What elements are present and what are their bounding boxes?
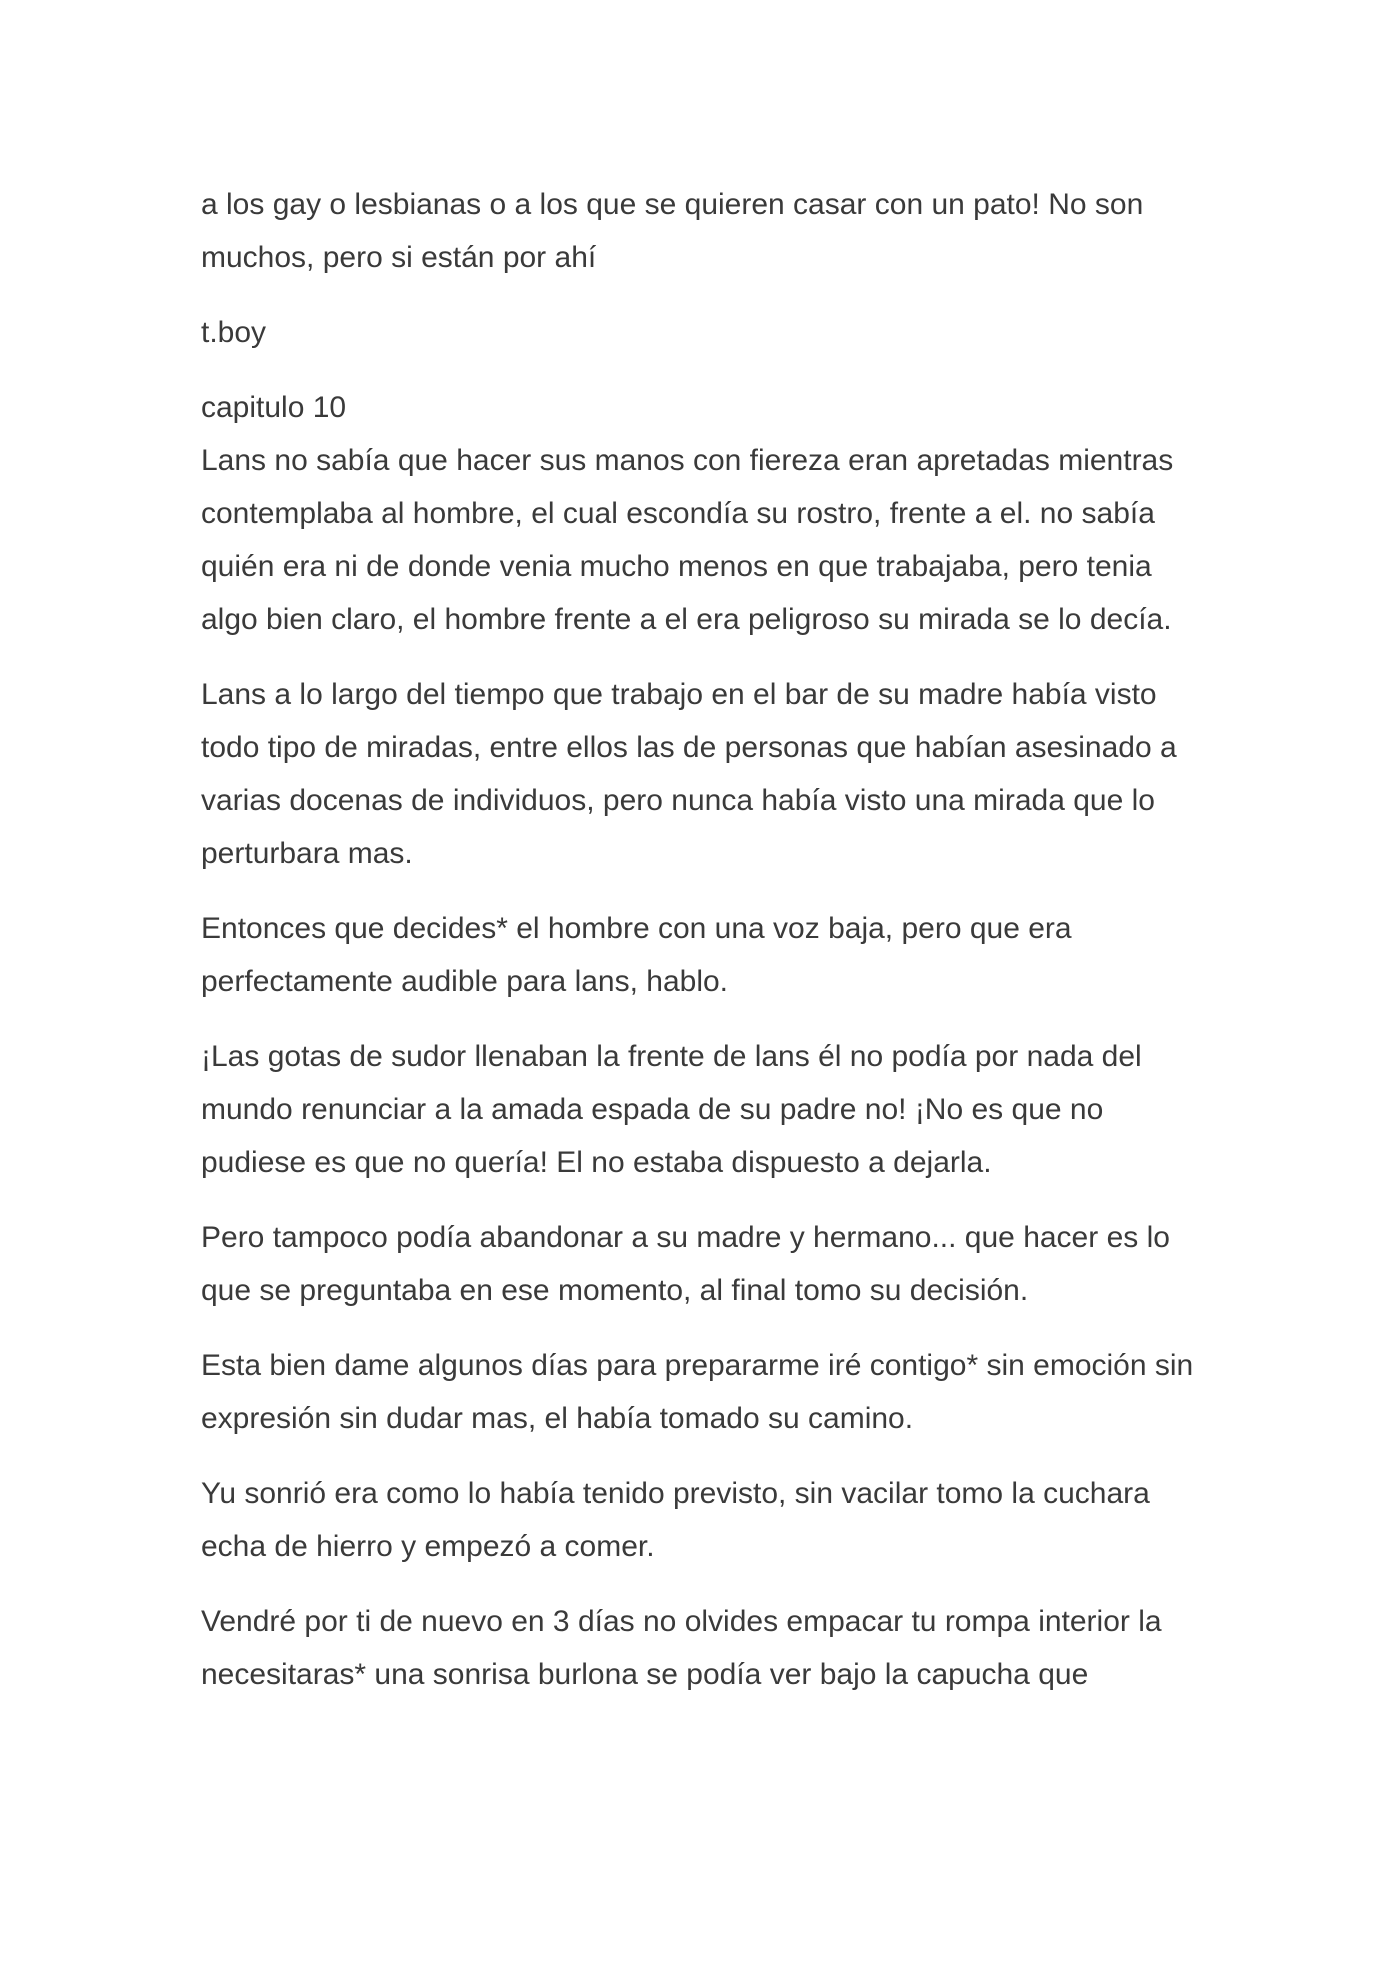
document-body — [201, 178, 1201, 1723]
paragraph-5: Pero tampoco podía abandonar a su madre y hermano... que hacer es lo que se preguntaba en ese momento, al final tomo su decisión. — [201, 1221, 1170, 1307]
paragraph-6: Esta bien dame algunos días para prepararme iré contigo* sin emoción sin expresión sin dudar mas, el había tomado su camino. — [201, 1349, 1194, 1435]
author-signature: t.boy — [201, 316, 267, 349]
chapter-heading: capitulo 10 — [201, 391, 347, 424]
paragraph-1: Lans no sabía que hacer sus manos con fiereza eran apretadas mientras contemplaba al hombre, el cual escondía su rostro, frente a el. no sabía quién era ni de donde venia mucho menos en que trabajaba, pero tenia algo bien claro, el hombre frente a el era peligroso su mirada se lo decía. — [201, 444, 1174, 636]
paragraph-intro: a los gay o lesbianas o a los que se quieren casar con un pato! No son muchos, pero si están por ahí — [201, 188, 1144, 274]
paragraph-3: Entonces que decides* el hombre con una voz baja, pero que era perfectamente audible para lans, hablo. — [201, 912, 1072, 998]
paragraph-8: Vendré por ti de nuevo en 3 días no olvides empacar tu rompa interior la necesitaras* una sonrisa burlona se podía ver bajo la capucha que — [201, 1605, 1162, 1691]
paragraph-7: Yu sonrió era como lo había tenido previsto, sin vacilar tomo la cuchara echa de hierro y empezó a comer. — [201, 1477, 1150, 1563]
paragraph-4: ¡Las gotas de sudor llenaban la frente de lans él no podía por nada del mundo renunciar a la amada espada de su padre no! ¡No es que no pudiese es que no quería! El no estaba dispuesto a dejarla. — [201, 1040, 1142, 1179]
paragraph-2: Lans a lo largo del tiempo que trabajo en el bar de su madre había visto todo tipo de miradas, entre ellos las de personas que habían asesinado a varias docenas de individuos, pero nunca había visto una mirada que lo perturbara mas. — [201, 678, 1177, 870]
